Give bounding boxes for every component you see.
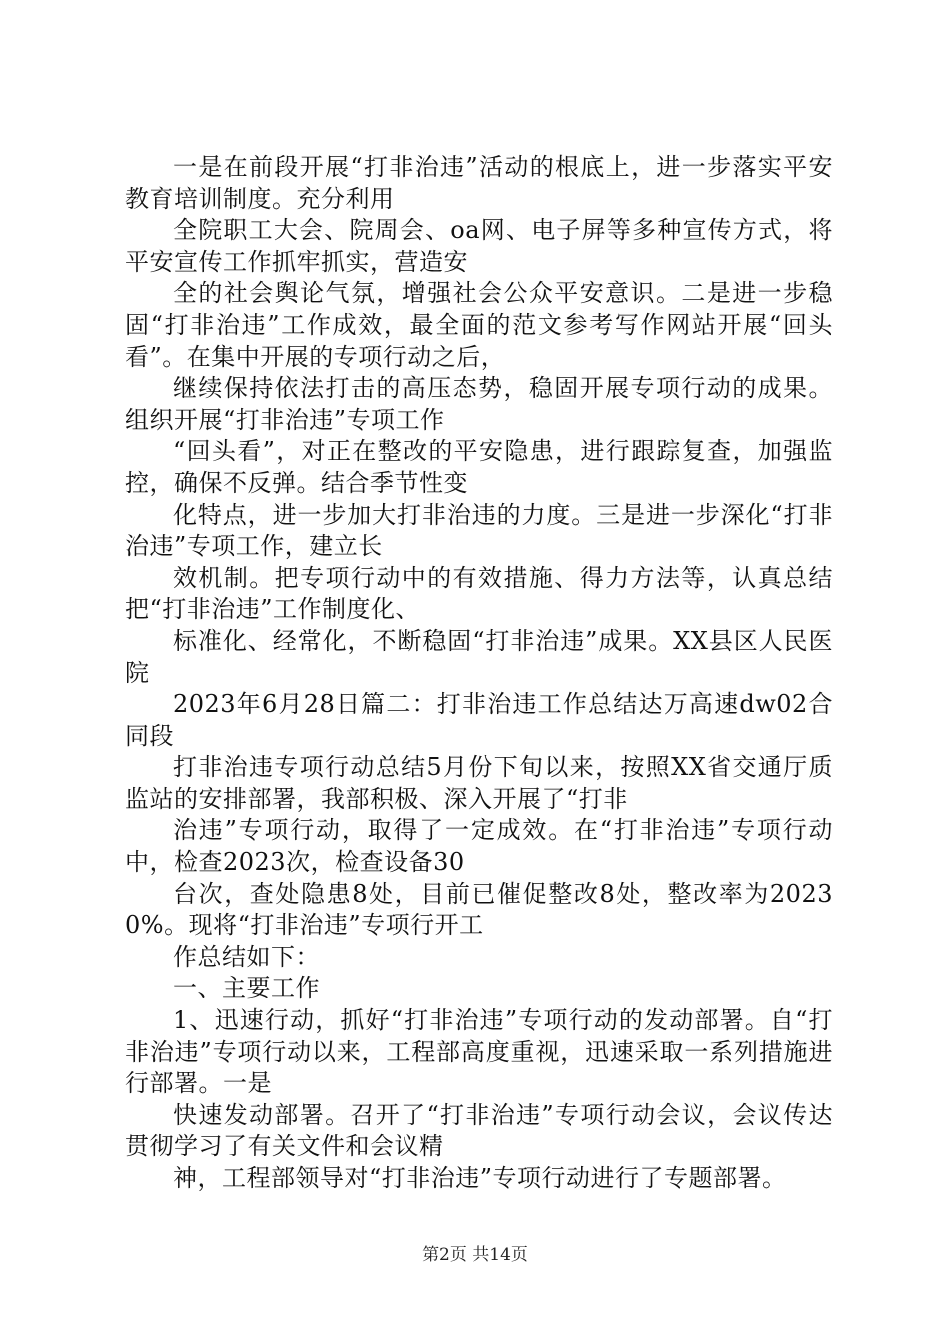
paragraph-16: 快速发动部署。召开了“打非治违”专项行动会议，会议传达贯彻学习了有关文件和会议精 xyxy=(125,1100,833,1161)
paragraph-11: 治违”专项行动，取得了一定成效。在“打非治违”专项行动中，检查2023次，检查设备30 xyxy=(125,816,833,877)
paragraph-10: 打非治违专项行动总结5月份下旬以来，按照XX省交通厅质监站的安排部署，我部积极、深入开展了“打非 xyxy=(125,753,833,813)
paragraph-7: 效机制。把专项行动中的有效措施、得力方法等，认真总结把“打非治违”工作制度化、 xyxy=(125,563,833,624)
paragraph-8: 标准化、经常化，不断稳固“打非治违”成果。XX县区人民医院 xyxy=(125,626,833,687)
document-body xyxy=(125,152,833,1195)
paragraph-12: 台次，查处隐患8处，目前已催促整改8处，整改率为20230%。现将“打非治违”专项行开工 xyxy=(125,879,833,940)
paragraph-6: 化特点，进一步加大打非治违的力度。三是进一步深化“打非治违”专项工作，建立长 xyxy=(125,500,833,561)
paragraph-17: 神，工程部领导对“打非治违”专项行动进行了专题部署。 xyxy=(173,1164,787,1192)
page-footer: 第2页 共14页 xyxy=(422,1245,528,1265)
paragraph-9: 2023年6月28日篇二：打非治违工作总结达万高速dw02合同段 xyxy=(125,690,833,750)
paragraph-1: 一是在前段开展“打非治违”活动的根底上，进一步落实平安教育培训制度。充分利用 xyxy=(125,153,833,213)
paragraph-4: 继续保持依法打击的高压态势，稳固开展专项行动的成果。组织开展“打非治违”专项工作 xyxy=(125,374,833,434)
paragraph-15: 1、迅速行动，抓好“打非治违”专项行动的发动部署。自“打非治违”专项行动以来，工程部高度重视，迅速采取一系列措施进行部署。一是 xyxy=(125,1006,833,1098)
paragraph-14: 一、主要工作 xyxy=(173,974,320,1003)
paragraph-5: “回头看”，对正在整改的平安隐患，进行跟踪复查，加强监控，确保不反弹。结合季节性变 xyxy=(125,437,833,497)
paragraph-2: 全院职工大会、院周会、oa网、电子屏等多种宣传方式，将平安宣传工作抓牢抓实，营造安 xyxy=(125,216,833,276)
paragraph-3: 全的社会舆论气氛，增强社会公众平安意识。二是进一步稳固“打非治违”工作成效，最全面的范文参考写作网站开展“回头看”。在集中开展的专项行动之后， xyxy=(125,279,833,371)
paragraph-13: 作总结如下： xyxy=(173,942,320,971)
